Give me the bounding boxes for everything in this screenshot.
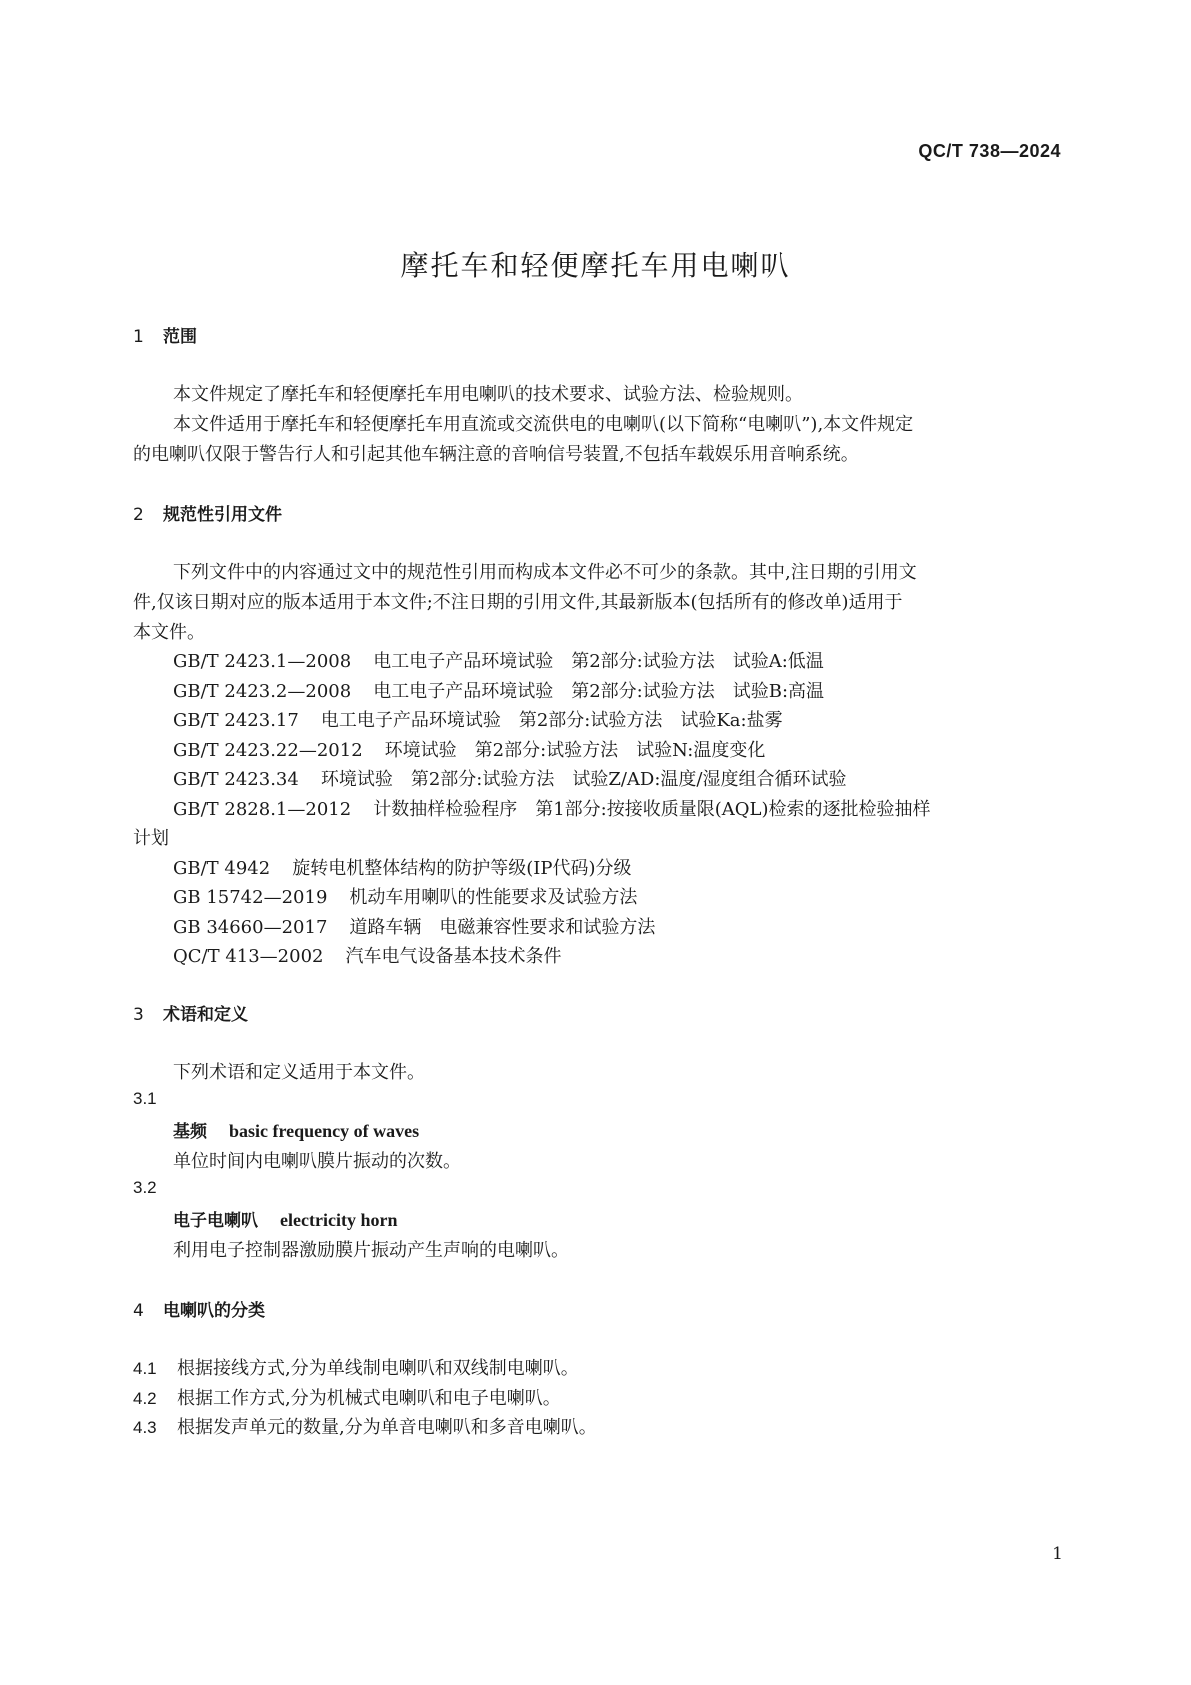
section-2-heading: [133, 500, 282, 525]
reference-title: 旋转电机整体结构的防护等级(IP代码)分级: [292, 858, 632, 879]
paragraph: 件,仅该日期对应的版本适用于本文件;不注日期的引用文件,其最新版本(包括所有的修改单)适用于: [133, 592, 903, 613]
reference-title: 汽车电气设备基本技术条件: [345, 946, 562, 967]
section-number: 4: [133, 1301, 144, 1321]
reference-code: GB/T 2423.2—2008: [173, 681, 352, 702]
section-4-heading: [133, 1296, 265, 1321]
item-text: 根据工作方式,分为机械式电喇叭和电子电喇叭。: [177, 1388, 561, 1409]
reference-code: GB/T 2423.17: [173, 710, 299, 731]
reference-item: [173, 765, 847, 791]
reference-title-continuation: 计划: [133, 828, 169, 849]
reference-item: [173, 913, 655, 939]
reference-item: [173, 942, 562, 968]
reference-item: [173, 677, 824, 703]
item-number: 4.3: [133, 1418, 157, 1437]
reference-item: [173, 854, 631, 880]
reference-title: 环境试验 第2部分:试验方法 试验N:温度变化: [384, 740, 766, 761]
list-item: [133, 1413, 597, 1439]
reference-item: [173, 736, 765, 762]
reference-code: GB/T 4942: [173, 858, 271, 879]
reference-code: GB/T 2828.1—2012: [173, 799, 352, 820]
reference-title: 电工电子产品环境试验 第2部分:试验方法 试验A:低温: [373, 651, 824, 672]
reference-code: GB 15742—2019: [173, 887, 328, 908]
reference-title: 机动车用喇叭的性能要求及试验方法: [349, 887, 638, 908]
reference-code: GB/T 2423.22—2012: [173, 740, 363, 761]
term-zh: 电子电喇叭: [173, 1211, 258, 1231]
reference-code: QC/T 413—2002: [173, 946, 324, 967]
reference-item: [173, 795, 930, 821]
item-number: 4.1: [133, 1359, 157, 1378]
clause-number: 3.2: [133, 1178, 157, 1197]
reference-code: GB 34660—2017: [173, 917, 328, 938]
paragraph: 下列文件中的内容通过文中的规范性引用而构成本文件必不可少的条款。其中,注日期的引用文: [173, 562, 917, 583]
section-3-heading: [133, 1000, 248, 1025]
item-text: 根据发声单元的数量,分为单音电喇叭和多音电喇叭。: [177, 1417, 597, 1438]
term-en: electricity horn: [280, 1210, 398, 1230]
section-title: 电喇叭的分类: [163, 1301, 265, 1321]
standard-code: QC/T 738—2024: [918, 141, 1061, 161]
reference-code: GB/T 2423.1—2008: [173, 651, 352, 672]
reference-code: GB/T 2423.34: [173, 769, 299, 790]
term-entry: [173, 1117, 419, 1142]
item-number: 4.2: [133, 1389, 157, 1408]
paragraph: 的电喇叭仅限于警告行人和引起其他车辆注意的音响信号装置,不包括车载娱乐用音响系统。: [133, 444, 859, 465]
section-title: 范围: [163, 327, 197, 347]
reference-item: [173, 883, 637, 909]
term-definition: 利用电子控制器激励膜片振动产生声响的电喇叭。: [173, 1240, 569, 1261]
term-definition: 单位时间内电喇叭膜片振动的次数。: [173, 1151, 461, 1172]
reference-title: 计数抽样检验程序 第1部分:按接收质量限(AQL)检索的逐批检验抽样: [373, 799, 931, 820]
section-number: 3: [133, 1005, 144, 1025]
paragraph: 下列术语和定义适用于本文件。: [173, 1062, 425, 1083]
term-entry: [173, 1206, 397, 1231]
reference-title: 道路车辆 电磁兼容性要求和试验方法: [349, 917, 656, 938]
document-title: 摩托车和轻便摩托车用电喇叭: [400, 249, 791, 282]
section-number: 2: [133, 505, 144, 525]
reference-item: [173, 647, 824, 673]
page-number: 1: [1052, 1544, 1063, 1564]
section-number: 1: [133, 327, 144, 347]
list-item: [133, 1384, 561, 1410]
item-text: 根据接线方式,分为单线制电喇叭和双线制电喇叭。: [177, 1358, 579, 1379]
paragraph: 本文件。: [133, 622, 205, 643]
term-zh: 基频: [173, 1122, 207, 1142]
paragraph: 本文件适用于摩托车和轻便摩托车用直流或交流供电的电喇叭(以下简称“电喇叭”),本文件规定: [173, 414, 914, 435]
section-title: 规范性引用文件: [163, 505, 282, 525]
list-item: [133, 1354, 579, 1380]
reference-title: 环境试验 第2部分:试验方法 试验Z/AD:温度/湿度组合循环试验: [320, 769, 847, 790]
reference-title: 电工电子产品环境试验 第2部分:试验方法 试验Ka:盐雾: [320, 710, 783, 731]
section-1-heading: [133, 322, 197, 347]
term-en: basic frequency of waves: [229, 1121, 420, 1141]
section-title: 术语和定义: [163, 1005, 248, 1025]
reference-title: 电工电子产品环境试验 第2部分:试验方法 试验B:高温: [373, 681, 825, 702]
clause-number: 3.1: [133, 1089, 157, 1108]
paragraph: 本文件规定了摩托车和轻便摩托车用电喇叭的技术要求、试验方法、检验规则。: [173, 384, 803, 405]
reference-item: [173, 706, 783, 732]
